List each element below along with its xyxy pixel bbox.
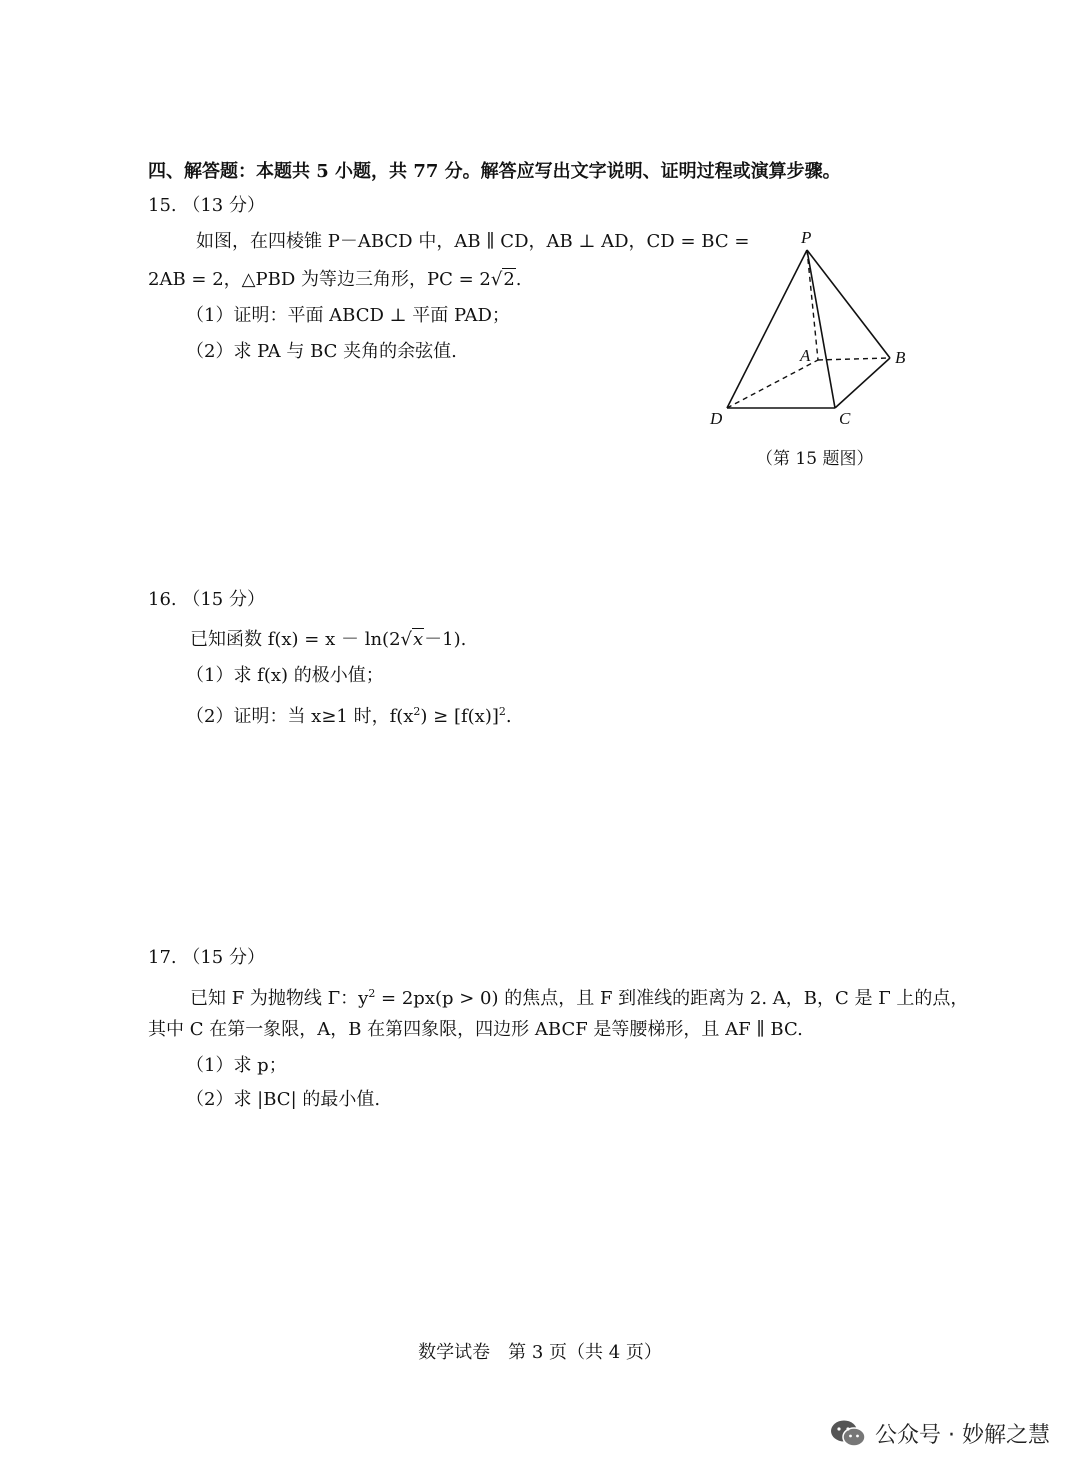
edge-PB xyxy=(807,250,890,358)
page-footer: 数学试卷 第 3 页（共 4 页） xyxy=(418,1342,662,1363)
q15-stem-line2 xyxy=(148,268,522,292)
q16-part2-text: （2）证明：当 x≥1 时，f(x xyxy=(186,706,414,727)
edge-CB xyxy=(835,358,890,408)
q17-stem-line1 xyxy=(190,982,968,1011)
watermark xyxy=(829,1418,1050,1449)
edge-DA xyxy=(727,360,818,408)
pyramid-figure xyxy=(700,225,930,430)
q17-stem-text: 已知 F 为抛物线 Γ：y xyxy=(190,988,369,1009)
q15-stem-line2-end: . xyxy=(515,269,522,290)
q16-stem-end: －1). xyxy=(424,629,467,650)
q15-stem-line2-text: 2AB = 2，△PBD 为等边三角形，PC = 2 xyxy=(148,269,491,290)
superscript: 2 xyxy=(368,987,376,1000)
watermark-text: 公众号 · 妙解之慧 xyxy=(875,1423,1050,1448)
label-C: C xyxy=(839,409,851,428)
q15-part1: （1）证明：平面 ABCD ⊥ 平面 PAD； xyxy=(186,305,510,326)
q17-stem-rest: = 2px(p > 0) 的焦点，且 F 到准线的距离为 2. A，B，C 是 Γ 上的点， xyxy=(375,988,969,1009)
q16-part2 xyxy=(186,700,512,729)
label-P: P xyxy=(801,228,812,247)
q15-radicand: 2 xyxy=(503,269,515,290)
figure-caption: （第 15 题图） xyxy=(756,449,874,469)
q15-part2: （2）求 PA 与 BC 夹角的余弦值. xyxy=(186,341,457,362)
q15-head: 15. （13 分） xyxy=(148,195,265,216)
superscript: 2 xyxy=(498,705,506,718)
edge-AB xyxy=(818,358,890,360)
q17-part2: （2）求 |BC| 的最小值. xyxy=(186,1089,381,1110)
label-A: A xyxy=(800,346,811,365)
sqrt-sign: √ xyxy=(400,629,413,650)
sqrt-sign: √ xyxy=(490,269,503,290)
edge-PD xyxy=(727,250,807,408)
q16-part2-mid: ) ≥ [f(x)] xyxy=(420,706,499,727)
edge-PC xyxy=(807,250,835,408)
q17-head: 17. （15 分） xyxy=(148,947,265,968)
q16-radicand: x xyxy=(413,629,424,650)
q17-stem-line2: 其中 C 在第一象限，A，B 在第四象限，四边形 ABCF 是等腰梯形，且 AF ∥ BC. xyxy=(148,1019,803,1040)
q17-part1: （1）求 p； xyxy=(186,1055,287,1076)
q16-stem xyxy=(190,628,466,652)
q15-stem-line1: 如图，在四棱锥 P－ABCD 中，AB ∥ CD，AB ⊥ AD，CD = BC = xyxy=(196,231,750,252)
q16-part1: （1）求 f(x) 的极小值； xyxy=(186,665,384,686)
q16-stem-text: 已知函数 f(x) = x － ln(2 xyxy=(190,629,401,650)
q16-head: 16. （15 分） xyxy=(148,589,265,610)
label-B: B xyxy=(895,348,906,367)
label-D: D xyxy=(710,409,723,428)
superscript: 2 xyxy=(413,705,421,718)
q16-part2-end: . xyxy=(505,706,512,727)
wechat-icon xyxy=(829,1419,867,1449)
section-header: 四、解答题：本题共 5 小题，共 77 分。解答应写出文字说明、证明过程或演算步骤。 xyxy=(148,161,841,182)
